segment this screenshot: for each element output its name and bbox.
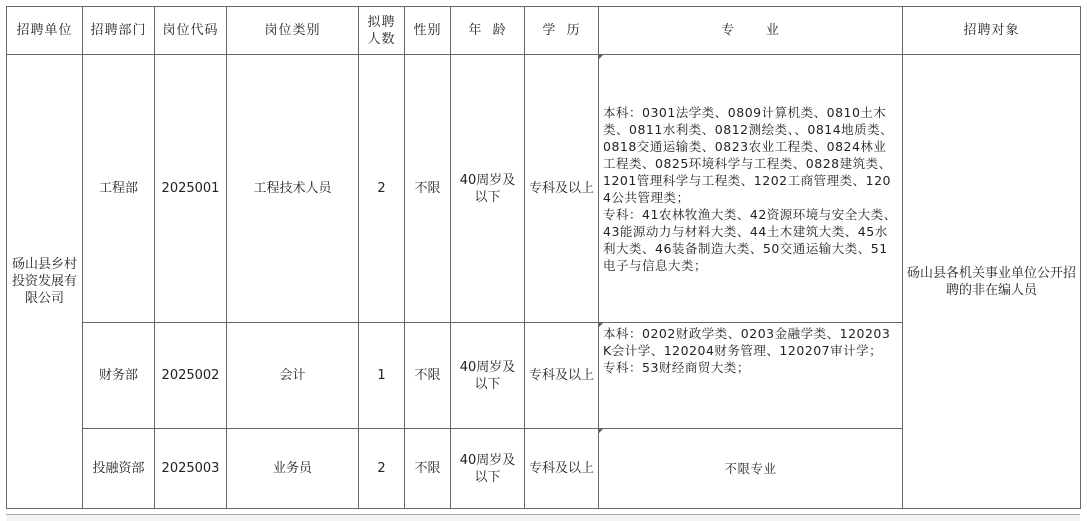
cell-code: 2025003 (155, 429, 227, 509)
header-count: 拟聘人数 (359, 7, 405, 55)
cell-department: 财务部 (83, 323, 155, 429)
cell-age: 40周岁及以下 (451, 429, 525, 509)
cell-department: 工程部 (83, 55, 155, 323)
header-target: 招聘对象 (903, 7, 1081, 55)
cell-age: 40周岁及以下 (451, 323, 525, 429)
cell-category: 业务员 (227, 429, 359, 509)
header-category: 岗位类别 (227, 7, 359, 55)
cell-age: 40周岁及以下 (451, 55, 525, 323)
header-age: 年 龄 (451, 7, 525, 55)
header-gender: 性别 (405, 7, 451, 55)
cell-target: 砀山县各机关事业单位公开招聘的非在编人员 (903, 55, 1081, 509)
cell-unit: 砀山县乡村投资发展有限公司 (7, 55, 83, 509)
cell-education: 专科及以上 (525, 323, 599, 429)
major-undergrad: 本科：0301法学类、0809计算机类、0810土木类、0811水利类、0812测绘类、、0814地质类、0818交通运输类、0823农业工程类、0824林业工程类、0825环境科学与工程类、0828建筑类、1201管理科学与工程类、1202工商管理类、1204公共管理类； (603, 104, 894, 205)
header-code: 岗位代码 (155, 7, 227, 55)
cell-category: 工程技术人员 (227, 55, 359, 323)
cell-code: 2025002 (155, 323, 227, 429)
header-unit: 招聘单位 (7, 7, 83, 55)
header-major: 专 业 (599, 7, 903, 55)
cell-education: 专科及以上 (525, 429, 599, 509)
recruitment-table (6, 6, 1081, 509)
cell-gender: 不限 (405, 55, 451, 323)
cell-code: 2025001 (155, 55, 227, 323)
table-row (7, 55, 1081, 323)
cell-category: 会计 (227, 323, 359, 429)
header-department: 招聘部门 (83, 7, 155, 55)
cell-major (599, 55, 903, 323)
cell-gender: 不限 (405, 429, 451, 509)
cell-count: 1 (359, 323, 405, 429)
major-undergrad: 本科：0202财政学类、0203金融学类、120203K会计学、120204财务管理、120207审计学； (603, 326, 891, 358)
cell-major: 不限专业 (599, 429, 903, 509)
cell-count: 2 (359, 55, 405, 323)
cell-gender: 不限 (405, 323, 451, 429)
cell-department: 投融资部 (83, 429, 155, 509)
cell-education: 专科及以上 (525, 55, 599, 323)
cell-major (599, 323, 903, 429)
header-education: 学 历 (525, 7, 599, 55)
major-college: 专科：53财经商贸大类； (603, 360, 750, 375)
major-college: 专科：41农林牧渔大类、42资源环境与安全大类、43能源动力与材料大类、44土木建筑大类、45水利大类、46装备制造大类、50交通运输大类、51电子与信息大类； (603, 206, 897, 273)
header-row (7, 7, 1081, 55)
cell-count: 2 (359, 429, 405, 509)
